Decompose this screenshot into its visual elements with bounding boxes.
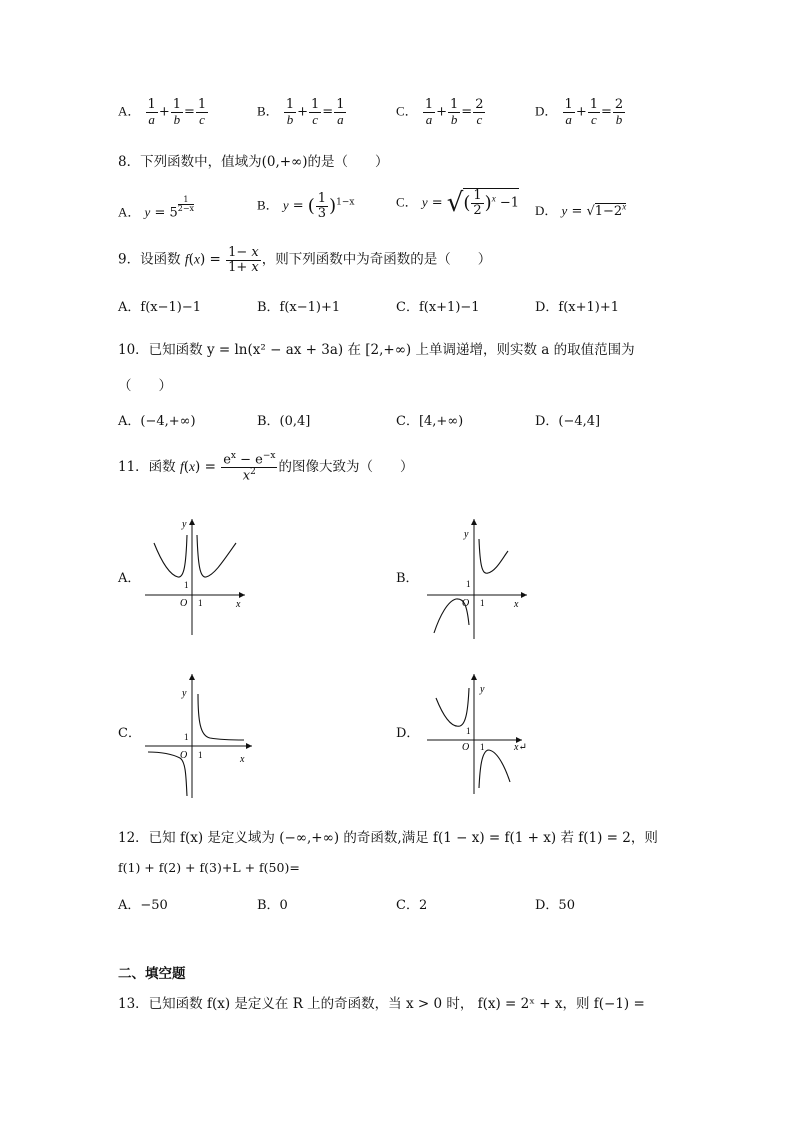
q9-option-d: D．f(x+1)+1 — [535, 300, 620, 315]
q7-c-label: C． — [396, 103, 418, 119]
graph-b — [422, 515, 532, 640]
q9-option-b: B．f(x−1)+1 — [257, 300, 341, 315]
q11-a-label: A． — [118, 571, 141, 586]
graph-a — [140, 515, 250, 635]
svg-text:O: O — [462, 742, 470, 753]
q11-pre: 11．函数 — [118, 458, 176, 475]
svg-text:1: 1 — [480, 742, 485, 752]
svg-text:x: x — [240, 754, 245, 765]
svg-text:y: y — [182, 519, 187, 530]
q8-c-label: C． — [396, 194, 418, 210]
svg-text:1: 1 — [466, 579, 471, 589]
q9-option-a: A．f(x−1)−1 — [118, 300, 202, 315]
q7-d-label: D． — [535, 103, 558, 119]
q10-paren: （ ） — [118, 378, 172, 394]
q10-option-d: D．(−4,4] — [535, 414, 601, 429]
q9-post: ，则下列函数中为奇函数的是（ ） — [261, 251, 492, 268]
svg-text:O: O — [180, 598, 188, 609]
q13-stem: 13．已知函数 f(x) 是定义在 R 上的奇函数，当 x > 0 时， f(x) = 2ˣ + x，则 f(−1) = — [118, 996, 645, 1012]
q11-stem: 11．函数 f(x) = $\frac{e^x - e^{-x}}{x^2}$ 的图像大致为（ ） — [118, 451, 414, 484]
q10-option-c: C．[4,+∞) — [396, 414, 464, 429]
q7-option-c: C． $\frac{1}{a}$ + $\frac{1}{b}$ = $\frac{2}{c}$ — [396, 97, 484, 127]
svg-text:1: 1 — [184, 580, 189, 590]
q7-option-a: A． $\frac{1}{a}$ + $\frac{1}{b}$ = $\frac{1}{c}$ — [118, 97, 207, 127]
section-heading: 二、填空题 — [118, 966, 186, 982]
svg-text:O: O — [180, 750, 188, 761]
q7-b-label: B． — [257, 103, 279, 119]
q8-a-label: A． — [118, 204, 141, 220]
svg-text:x: x — [236, 599, 241, 610]
q8-option-b: B． y = ( $\frac{1}{3}$ )$^{1-x}$ — [257, 191, 355, 221]
q12-sum: f(1) + f(2) + f(3)+L + f(50)= — [118, 860, 300, 875]
q8-option-c: C． y = √( $\frac{1}{2}$ )$^x$ −1 — [396, 188, 519, 218]
svg-text:1: 1 — [466, 726, 471, 736]
svg-text:x↵: x↵ — [514, 742, 527, 753]
q12-option-d: D．50 — [535, 898, 575, 913]
graph-c — [140, 670, 255, 800]
q9-option-c: C．f(x+1)−1 — [396, 300, 480, 315]
q11-post: 的图像大致为（ ） — [278, 458, 414, 475]
q10-option-a: A．(−4,+∞) — [118, 414, 196, 429]
q12-option-c: C．2 — [396, 898, 428, 913]
q11-d-label: D． — [396, 726, 420, 741]
q8-stem: 8．下列函数中，值域为(0,+∞)的是（ ） — [118, 154, 389, 170]
svg-text:1: 1 — [198, 750, 203, 760]
q8-option-a: A． y = 5 $\frac{1}{2-x}$ — [118, 195, 195, 221]
svg-text:y: y — [464, 529, 469, 540]
svg-text:1: 1 — [198, 598, 203, 608]
q7-option-d: D． $\frac{1}{a}$ + $\frac{1}{c}$ = $\frac{2}{b}$ — [535, 97, 624, 127]
q9-pre: 9．设函数 — [118, 251, 181, 268]
q8-b-label: B． — [257, 197, 279, 213]
svg-text:1: 1 — [184, 732, 189, 742]
q11-c-label: C． — [118, 726, 141, 741]
svg-text:y: y — [480, 684, 485, 695]
q7-option-b: B． $\frac{1}{b}$ + $\frac{1}{c}$ = $\frac{1}{a}$ — [257, 97, 345, 127]
graph-d — [422, 670, 537, 800]
q9-stem: 9．设函数 f(x) = $\frac{1- x}{1+ x}$ ，则下列函数中为奇函数的是（ ） — [118, 245, 492, 275]
svg-text:x: x — [514, 599, 519, 610]
svg-text:O: O — [462, 598, 470, 609]
q7-a-label: A． — [118, 103, 141, 119]
q10-stem: 10．已知函数 y = ln(x² − ax + 3a) 在 [2,+∞) 上单调递增，则实数 a 的取值范围为 — [118, 342, 635, 358]
q8-option-d: D． $y = √1-2^x$ — [535, 201, 627, 219]
q10-option-b: B．(0,4] — [257, 414, 311, 429]
svg-text:y: y — [182, 688, 187, 699]
q12-stem: 12．已知 f(x) 是定义域为 (−∞,+∞) 的奇函数,满足 f(1 − x) = f(1 + x) 若 f(1) = 2，则 — [118, 830, 658, 846]
q12-option-b: B．0 — [257, 898, 288, 913]
q11-b-label: B． — [396, 571, 419, 586]
q12-option-a: A．−50 — [118, 898, 168, 913]
svg-text:1: 1 — [480, 598, 485, 608]
q8-d-label: D． — [535, 203, 558, 218]
